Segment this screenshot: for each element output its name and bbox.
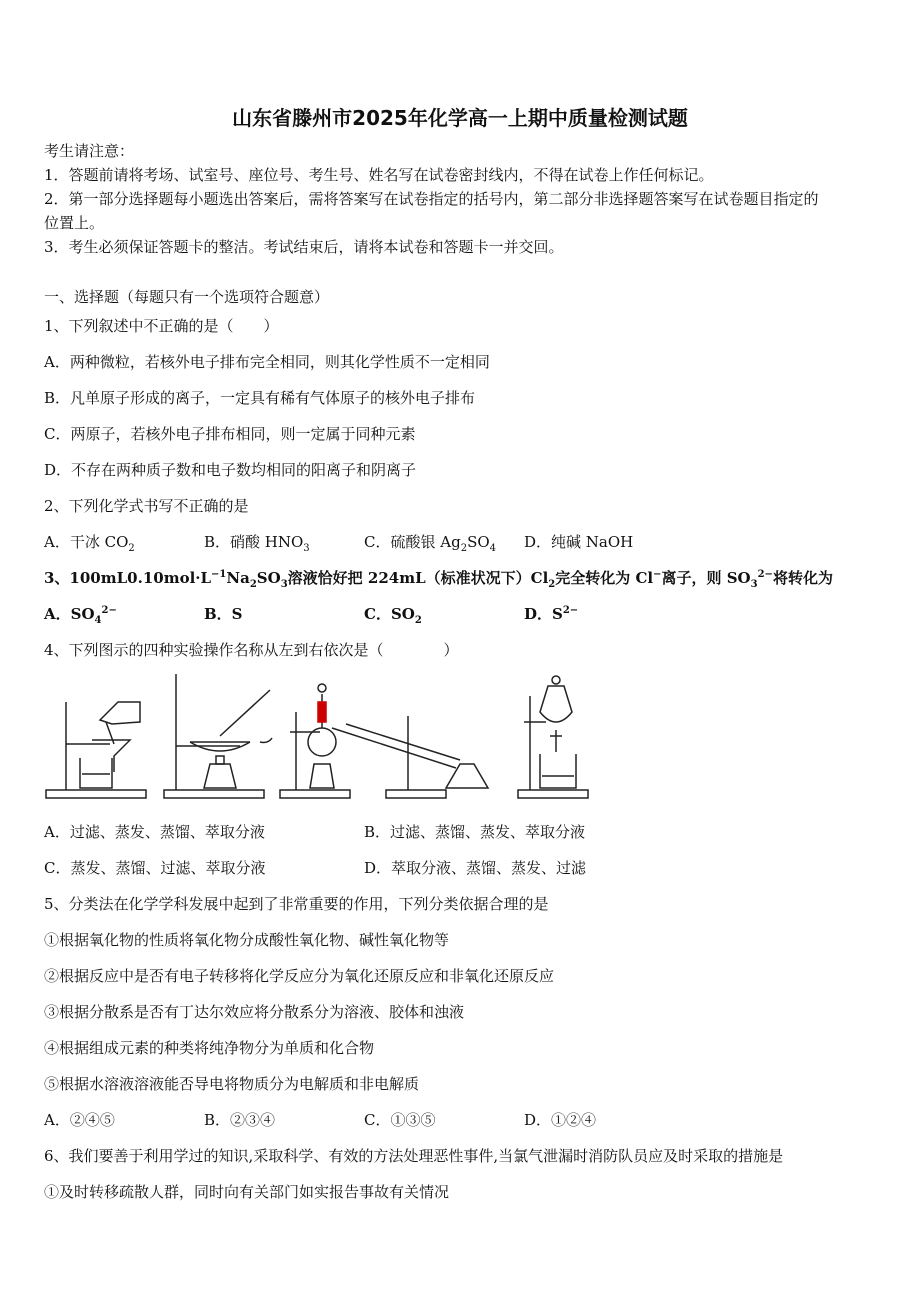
separatory-funnel-apparatus	[518, 676, 588, 798]
question-5-option-a: A．②④⑤	[44, 1111, 115, 1129]
distillation-apparatus	[280, 684, 488, 798]
question-5-option-c: C．①③⑤	[364, 1111, 436, 1129]
question-5-item: ⑤根据水溶液溶液能否导电将物质分为电解质和非电解质	[44, 1075, 420, 1093]
question-5-stem: 5、分类法在化学学科发展中起到了非常重要的作用，下列分类依据合理的是	[44, 895, 549, 913]
question-3-option-a: A．$SO_4^{2-}$	[44, 605, 117, 626]
notice-item: 位置上。	[44, 214, 105, 232]
question-2-option-a: A．干冰 $CO_2$	[44, 533, 135, 554]
notice-item: 1．答题前请将考场、试室号、座位号、考生号、姓名写在试卷密封线内，不得在试卷上作任何标记。	[44, 166, 714, 184]
question-2-stem: 2、下列化学式书写不正确的是	[44, 497, 249, 515]
question-5-item: ④根据组成元素的种类将纯净物分为单质和化合物	[44, 1039, 375, 1057]
question-4-option-b: B．过滤、蒸馏、蒸发、萃取分液	[364, 823, 586, 841]
question-3-option-b: B．S	[204, 605, 243, 623]
question-5-item: ③根据分散系是否有丁达尔效应将分散系分为溶液、胶体和浊液	[44, 1003, 465, 1021]
evaporation-apparatus	[164, 674, 272, 798]
page-title: 山东省滕州市2025年化学高一上期中质量检测试题	[232, 106, 688, 130]
question-3-stem: 3、$100mL0.10mol\cdot L^{-1}Na_2SO_3$溶液恰好把 224mL（标准状况下）$Cl_2$完全转化为 Cl−离子，则 $SO_3^{2-}$将转化为	[44, 569, 833, 590]
question-1-option-a: A．两种微粒，若核外电子排布完全相同，则其化学性质不一定相同	[44, 353, 490, 371]
question-2-option-c: C．硫酸银 $Ag_2SO_4$	[364, 533, 497, 554]
question-1-option-b: B．凡单原子形成的离子，一定具有稀有气体原子的核外电子排布	[44, 389, 476, 407]
question-4-stem: 4、下列图示的四种实验操作名称从左到右依次是（ ）	[44, 641, 459, 659]
section-heading: 一、选择题（每题只有一个选项符合题意）	[44, 288, 330, 306]
question-5-option-d: D．①②④	[524, 1111, 597, 1129]
filtration-apparatus	[46, 702, 146, 798]
question-2-option-b: B．硝酸 $HNO_3$	[204, 533, 310, 554]
question-1-option-c: C．两原子，若核外电子排布相同，则一定属于同种元素	[44, 425, 416, 443]
question-5-item: ②根据反应中是否有电子转移将化学反应分为氧化还原反应和非氧化还原反应	[44, 967, 555, 985]
notice-item: 2．第一部分选择题每小题选出答案后，需将答案写在试卷指定的括号内，第二部分非选择题答案写在试卷题目指定的	[44, 190, 819, 208]
question-6-stem: 6、我们要善于利用学过的知识,采取科学、有效的方法处理恶性事件,当氯气泄漏时消防队员应及时采取的措施是	[44, 1147, 784, 1165]
notice-heading: 考生请注意：	[44, 142, 135, 160]
question-4-option-d: D．萃取分液、蒸馏、蒸发、过滤	[364, 859, 587, 877]
question-4-option-c: C．蒸发、蒸馏、过滤、萃取分液	[44, 859, 266, 877]
question-3-option-c: C．$SO_2$	[364, 605, 422, 626]
question-4-option-a: A．过滤、蒸发、蒸馏、萃取分液	[44, 823, 265, 841]
apparatus-figure	[40, 672, 600, 808]
question-6-item: ①及时转移疏散人群，同时向有关部门如实报告事故有关情况	[44, 1183, 450, 1201]
question-5-item: ①根据氧化物的性质将氧化物分成酸性氧化物、碱性氧化物等	[44, 931, 450, 949]
notice-item: 3．考生必须保证答题卡的整洁。考试结束后，请将本试卷和答题卡一并交回。	[44, 238, 564, 256]
question-3-option-d: D．$S^{2-}$	[524, 605, 579, 623]
question-1-option-d: D．不存在两种质子数和电子数均相同的阳离子和阴离子	[44, 461, 417, 479]
question-5-option-b: B．②③④	[204, 1111, 276, 1129]
question-2-option-d: D．纯碱 NaOH	[524, 533, 634, 551]
question-1-stem: 1、下列叙述中不正确的是（ ）	[44, 317, 279, 335]
